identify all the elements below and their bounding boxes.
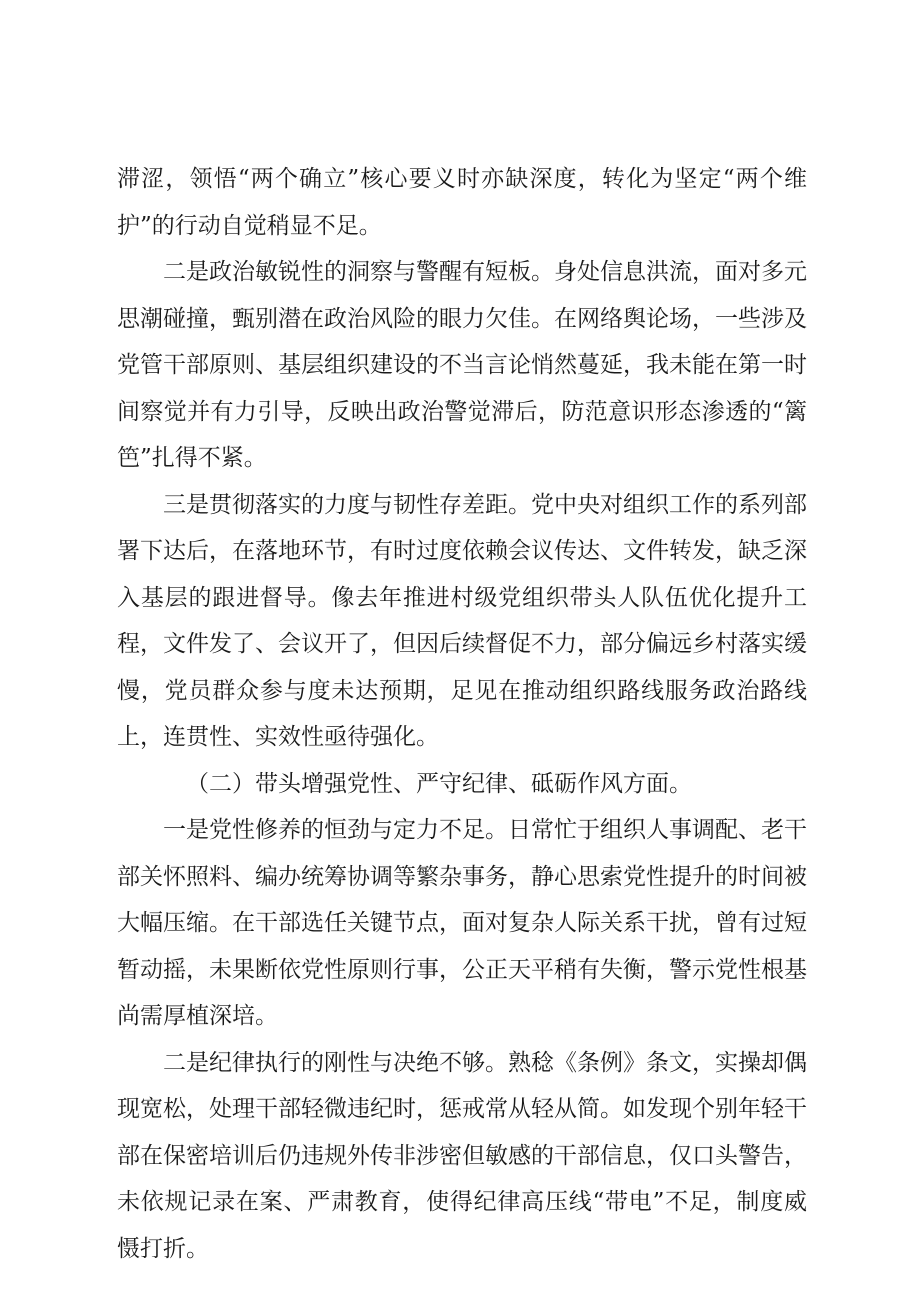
document-body bbox=[117, 156, 807, 1272]
section-heading: （二）带头增强党性、严守纪律、砥砺作风方面。 bbox=[186, 770, 692, 797]
paragraph-implementation: 三是贯彻落实的力度与韧性存差距。党中央对组织工作的系列部署下达后，在落地环节，有时过度依赖会议传达、文件转发，缺乏深入基层的跟进督导。像去年推进村级党组织带头人队伍优化提升工程，文件发了、会议开了，但因后续督促不力，部分偏远乡村落实缓慢，党员群众参与度未达预期，足见在推动组织路线服务政治路线上，连贯性、实效性亟待强化。 bbox=[117, 491, 807, 750]
paragraph-political-sensitivity: 二是政治敏锐性的洞察与警醒有短板。身处信息洪流，面对多元思潮碰撞，甄别潜在政治风险的眼力欠佳。在网络舆论场，一些涉及党管干部原则、基层组织建设的不当言论悄然蔓延，我未能在第一时间察觉并有力引导，反映出政治警觉滞后，防范意识形态渗透的“篱笆”扎得不紧。 bbox=[117, 259, 807, 471]
paragraph-party-spirit: 一是党性修养的恒劲与定力不足。日常忙于组织人事调配、老干部关怀照料、编办统筹协调等繁杂事务，静心思索党性提升的时间被大幅压缩。在干部选任关键节点，面对复杂人际关系干扰，曾有过短暂动摇，未果断依党性原则行事，公正天平稍有失衡，警示党性根基尚需厚植深培。 bbox=[117, 817, 807, 1029]
paragraph-continuation: 滞涩，领悟“两个确立”核心要义时亦缺深度，转化为坚定“两个维护”的行动自觉稍显不足。 bbox=[117, 166, 807, 239]
paragraph-discipline: 二是纪律执行的刚性与决绝不够。熟稔《条例》条文，实操却偶现宽松，处理干部轻微违纪时，惩戒常从轻从简。如发现个别年轻干部在保密培训后仍违规外传非涉密但敏感的干部信息，仅口头警告，未依规记录在案、严肃教育，使得纪律高压线“带电”不足，制度威慑打折。 bbox=[117, 1049, 807, 1262]
